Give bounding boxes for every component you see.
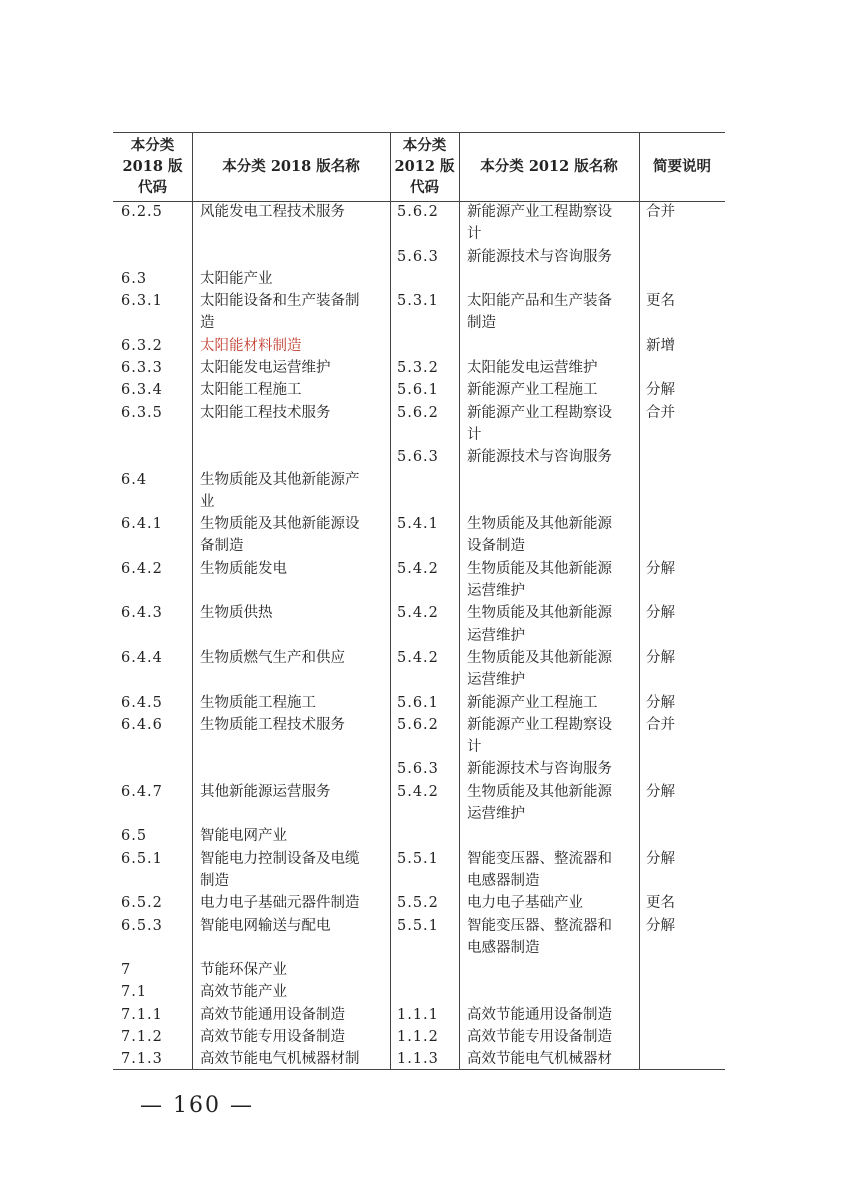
cell-text: 智能电网输送与配电	[200, 917, 331, 934]
code-2018-cell	[121, 825, 191, 847]
cell-text: 高效节能电气机械器材	[467, 1051, 612, 1068]
cell-text: 6.3.3	[121, 360, 163, 377]
cell-text: 智能电力控制设备及电缆	[200, 850, 360, 867]
cell-text: 合并	[646, 716, 675, 733]
table-row	[113, 892, 725, 914]
cell-text: 5.5.2	[397, 895, 439, 912]
name-2012-cell	[467, 513, 637, 558]
cell-text: 智能变压器、整流器和	[467, 850, 612, 867]
table-row	[113, 1048, 725, 1070]
name-2018-cell	[200, 1004, 386, 1026]
cell-text: 6.3.2	[121, 337, 163, 354]
cell-text: 计	[467, 739, 482, 756]
name-2012-cell	[467, 1048, 637, 1070]
code-2012-cell	[397, 201, 457, 223]
table-row	[113, 981, 725, 1003]
cell-text: 5.6.3	[397, 761, 439, 778]
cell-text: 生物质能及其他新能源	[467, 560, 612, 577]
cell-text: 合并	[646, 404, 675, 421]
name-2012-cell	[467, 758, 637, 780]
name-2018-cell	[200, 848, 386, 893]
cell-text: 5.4.2	[397, 560, 439, 577]
code-2018-cell	[121, 981, 191, 1003]
note-cell	[646, 647, 722, 669]
name-2012-cell	[467, 714, 637, 759]
note-cell	[646, 892, 722, 914]
cell-text: 太阳能设备和生产装备制	[200, 293, 360, 310]
cell-text: 5.4.1	[397, 516, 439, 533]
cell-text: 电感器制造	[467, 872, 540, 889]
table-row	[113, 201, 725, 246]
cell-text: 制造	[200, 872, 229, 889]
name-2012-cell	[467, 290, 637, 335]
name-2018-cell	[200, 959, 386, 981]
name-2012-cell	[467, 1026, 637, 1048]
cell-text: 分解	[646, 850, 675, 867]
cell-text: 风能发电工程技术服务	[200, 204, 345, 220]
cell-text: 电感器制造	[467, 939, 540, 956]
cell-text: 7.1	[121, 984, 148, 1001]
cell-text: 生物质能及其他新能源	[467, 649, 612, 666]
code-2018-cell	[121, 647, 191, 669]
cell-text: 电力电子基础元器件制造	[200, 895, 360, 912]
name-2018-cell	[200, 692, 386, 714]
cell-text: 新增	[646, 337, 675, 354]
cell-text: 5.6.3	[397, 449, 439, 466]
name-2012-cell	[467, 446, 637, 468]
name-2018-cell	[200, 558, 386, 580]
cell-text: 6.4.7	[121, 783, 163, 800]
note-cell	[646, 602, 722, 624]
cell-text: 5.6.1	[397, 694, 439, 711]
cell-text: 高效节能通用设备制造	[467, 1006, 612, 1023]
cell-text: 造	[200, 315, 215, 332]
name-2012-cell	[467, 357, 637, 379]
name-2018-cell	[200, 714, 386, 736]
header-code-2012	[390, 132, 459, 201]
cell-text: 运营维护	[467, 672, 525, 689]
cell-text: 新能源产业工程施工	[467, 382, 598, 399]
name-2018-cell	[200, 402, 386, 424]
name-2018-cell	[200, 201, 386, 223]
cell-text: 5.4.2	[397, 649, 439, 666]
cell-text: 7.1.2	[121, 1028, 163, 1045]
table-row	[113, 290, 725, 335]
code-2018-cell	[121, 848, 191, 870]
table-row	[113, 825, 725, 847]
cell-text: 7	[121, 962, 132, 979]
note-cell	[646, 848, 722, 870]
cell-text: 设备制造	[467, 538, 525, 555]
code-2012-cell	[397, 892, 457, 914]
cell-text: 6.3	[121, 270, 148, 287]
name-2012-cell	[467, 915, 637, 960]
cell-text: 新能源技术与咨询服务	[467, 449, 612, 466]
header-line: 2012 版	[394, 158, 455, 175]
name-2018-cell	[200, 469, 386, 514]
name-2012-cell	[467, 1004, 637, 1026]
note-cell	[646, 402, 722, 424]
cell-text: 6.4.1	[121, 516, 163, 533]
header-note	[639, 132, 725, 201]
code-2018-cell	[121, 469, 191, 491]
cell-text: 其他新能源运营服务	[200, 783, 331, 800]
cell-text: 新能源产业工程勘察设	[467, 716, 612, 733]
code-2012-cell	[397, 446, 457, 468]
code-2012-cell	[397, 647, 457, 669]
header-line: 本分类	[130, 137, 175, 154]
cell-text: 新能源产业工程勘察设	[467, 204, 612, 220]
name-2012-cell	[467, 402, 637, 447]
cell-text: 高效节能电气机械器材制	[200, 1051, 360, 1068]
cell-text: 6.3.1	[121, 293, 163, 310]
header-line: 代码	[138, 179, 167, 196]
table-row	[113, 758, 725, 780]
cell-text: 生物质能及其他新能源设	[200, 516, 360, 533]
code-2012-cell	[397, 513, 457, 535]
code-2018-cell	[121, 379, 191, 401]
cell-text: 6.4.4	[121, 649, 163, 666]
note-cell	[646, 692, 722, 714]
cell-text: 5.4.2	[397, 605, 439, 622]
header-code-2018	[113, 132, 192, 201]
cell-text: 6.4.6	[121, 716, 163, 733]
table-row	[113, 959, 725, 981]
header-line: 简要说明	[653, 158, 711, 175]
code-2018-cell	[121, 335, 191, 357]
table-row	[113, 602, 725, 647]
cell-text: 运营维护	[467, 627, 525, 644]
name-2012-cell	[467, 246, 637, 268]
cell-text: 高效节能专用设备制造	[467, 1028, 612, 1045]
cell-text: 备制造	[200, 538, 244, 555]
code-2012-cell	[397, 714, 457, 736]
cell-text: 分解	[646, 649, 675, 666]
name-2012-cell	[467, 692, 637, 714]
cell-text: 生物质能及其他新能源	[467, 516, 612, 533]
cell-text: 合并	[646, 204, 675, 220]
name-2018-cell	[200, 379, 386, 401]
cell-text: 6.4.5	[121, 694, 163, 711]
cell-text: 6.2.5	[121, 204, 163, 220]
code-2012-cell	[397, 758, 457, 780]
cell-text: 6.5.3	[121, 917, 163, 934]
name-2012-cell	[467, 647, 637, 692]
table-row	[113, 268, 725, 290]
cell-text: 高效节能专用设备制造	[200, 1028, 345, 1045]
page-number: — 160 —	[140, 1093, 254, 1118]
cell-text: 生物质能及其他新能源产	[200, 471, 360, 488]
code-2018-cell	[121, 357, 191, 379]
cell-text: 5.6.1	[397, 382, 439, 399]
table-body	[113, 201, 725, 1071]
table-row	[113, 781, 725, 826]
cell-text: 高效节能通用设备制造	[200, 1006, 345, 1023]
name-2012-cell	[467, 602, 637, 647]
code-2012-cell	[397, 781, 457, 803]
cell-text: 5.4.2	[397, 783, 439, 800]
cell-text: 新能源产业工程勘察设	[467, 404, 612, 421]
cell-text: 分解	[646, 694, 675, 711]
code-2018-cell	[121, 915, 191, 937]
cell-text: 分解	[646, 382, 675, 399]
cell-text: 6.4	[121, 471, 148, 488]
name-2018-cell	[200, 513, 386, 558]
name-2018-cell	[200, 781, 386, 803]
name-2018-cell	[200, 647, 386, 669]
table-row	[113, 558, 725, 603]
cell-text: 生物质能发电	[200, 560, 287, 577]
cell-text: 运营维护	[467, 583, 525, 600]
table-row	[113, 379, 725, 401]
cell-text: 1.1.3	[397, 1051, 439, 1068]
note-cell	[646, 558, 722, 580]
note-cell	[646, 915, 722, 937]
name-2012-cell	[467, 892, 637, 914]
code-2012-cell	[397, 290, 457, 312]
cell-text: 生物质供热	[200, 605, 273, 622]
name-2018-cell	[200, 981, 386, 1003]
code-2018-cell	[121, 1026, 191, 1048]
header-line: 本分类 2018 版名称	[222, 158, 360, 175]
header-name-2018	[192, 132, 390, 201]
name-2018-cell	[200, 1026, 386, 1048]
cell-text: 计	[467, 426, 482, 443]
cell-text: 5.5.1	[397, 917, 439, 934]
table-row	[113, 246, 725, 268]
name-2018-cell	[200, 335, 386, 357]
cell-text: 太阳能材料制造	[200, 337, 302, 354]
name-2018-cell	[200, 915, 386, 937]
table-row	[113, 335, 725, 357]
cell-text: 太阳能发电运营维护	[200, 360, 331, 377]
name-2018-cell	[200, 268, 386, 290]
note-cell	[646, 290, 722, 312]
code-2012-cell	[397, 1004, 457, 1026]
code-2018-cell	[121, 692, 191, 714]
code-2012-cell	[397, 915, 457, 937]
name-2018-cell	[200, 357, 386, 379]
cell-text: 6.5.2	[121, 895, 163, 912]
cell-text: 6.3.5	[121, 404, 163, 421]
cell-text: 5.3.1	[397, 293, 439, 310]
cell-text: 生物质能及其他新能源	[467, 783, 612, 800]
cell-text: 分解	[646, 605, 675, 622]
code-2012-cell	[397, 848, 457, 870]
cell-text: 生物质能工程施工	[200, 694, 316, 711]
code-2018-cell	[121, 402, 191, 424]
table-row	[113, 714, 725, 759]
cell-text: 分解	[646, 917, 675, 934]
note-cell	[646, 379, 722, 401]
cell-text: 太阳能产业	[200, 270, 273, 287]
cell-text: 5.6.2	[397, 204, 439, 220]
cell-text: 5.5.1	[397, 850, 439, 867]
code-2018-cell	[121, 892, 191, 914]
code-2018-cell	[121, 201, 191, 223]
code-2018-cell	[121, 959, 191, 981]
cell-text: 5.3.2	[397, 360, 439, 377]
cell-text: 1.1.2	[397, 1028, 439, 1045]
table-row	[113, 357, 725, 379]
cell-text: 智能变压器、整流器和	[467, 917, 612, 934]
cell-text: 新能源技术与咨询服务	[467, 248, 612, 265]
cell-text: 智能电网产业	[200, 828, 287, 845]
cell-text: 新能源技术与咨询服务	[467, 761, 612, 778]
table-row	[113, 1004, 725, 1026]
cell-text: 6.3.4	[121, 382, 163, 399]
cell-text: 5.6.3	[397, 248, 439, 265]
table-row	[113, 692, 725, 714]
cell-text: 6.5.1	[121, 850, 163, 867]
cell-text: 6.5	[121, 828, 148, 845]
cell-text: 计	[467, 226, 482, 243]
name-2018-cell	[200, 1048, 386, 1070]
table-row	[113, 513, 725, 558]
table-row	[113, 469, 725, 514]
code-2018-cell	[121, 513, 191, 535]
code-2018-cell	[121, 1004, 191, 1026]
code-2012-cell	[397, 402, 457, 424]
cell-text: 更名	[646, 293, 675, 310]
table-row	[113, 647, 725, 692]
cell-text: 7.1.1	[121, 1006, 163, 1023]
name-2018-cell	[200, 892, 386, 914]
cell-text: 高效节能产业	[200, 984, 287, 1001]
header-line: 本分类	[402, 137, 447, 154]
header-line: 本分类 2012 版名称	[480, 158, 618, 175]
cell-text: 运营维护	[467, 806, 525, 823]
name-2012-cell	[467, 201, 637, 246]
table-row	[113, 915, 725, 960]
code-2018-cell	[121, 781, 191, 803]
cell-text: 更名	[646, 895, 675, 912]
note-cell	[646, 714, 722, 736]
name-2012-cell	[467, 781, 637, 826]
code-2012-cell	[397, 692, 457, 714]
table-row	[113, 402, 725, 447]
note-cell	[646, 201, 722, 223]
header-name-2012	[459, 132, 639, 201]
cell-text: 新能源产业工程施工	[467, 694, 598, 711]
code-2012-cell	[397, 558, 457, 580]
cell-text: 太阳能工程技术服务	[200, 404, 331, 421]
code-2018-cell	[121, 558, 191, 580]
code-2018-cell	[121, 290, 191, 312]
cell-text: 生物质能及其他新能源	[467, 605, 612, 622]
name-2012-cell	[467, 848, 637, 893]
cell-text: 太阳能产品和生产装备	[467, 293, 612, 310]
cell-text: 分解	[646, 560, 675, 577]
code-2012-cell	[397, 1048, 457, 1070]
name-2012-cell	[467, 379, 637, 401]
header-line: 2018 版	[122, 158, 183, 175]
cell-text: 7.1.3	[121, 1051, 163, 1068]
code-2018-cell	[121, 714, 191, 736]
code-2018-cell	[121, 1048, 191, 1070]
code-2018-cell	[121, 268, 191, 290]
cell-text: 6.4.3	[121, 605, 163, 622]
cell-text: 电力电子基础产业	[467, 895, 583, 912]
note-cell	[646, 335, 722, 357]
cell-text: 生物质能工程技术服务	[200, 716, 345, 733]
cell-text: 分解	[646, 783, 675, 800]
code-2012-cell	[397, 357, 457, 379]
header-line: 代码	[410, 179, 439, 196]
note-cell	[646, 781, 722, 803]
cell-text: 5.6.2	[397, 404, 439, 421]
cell-text: 太阳能发电运营维护	[467, 360, 598, 377]
cell-text: 1.1.1	[397, 1006, 439, 1023]
cell-text: 5.6.2	[397, 716, 439, 733]
table-row	[113, 446, 725, 468]
name-2018-cell	[200, 290, 386, 335]
code-2012-cell	[397, 246, 457, 268]
name-2012-cell	[467, 558, 637, 603]
name-2018-cell	[200, 825, 386, 847]
code-2012-cell	[397, 602, 457, 624]
table-row	[113, 848, 725, 893]
code-2012-cell	[397, 379, 457, 401]
cell-text: 太阳能工程施工	[200, 382, 302, 399]
cell-text: 节能环保产业	[200, 962, 287, 979]
cell-text: 制造	[467, 315, 496, 332]
cell-text: 生物质燃气生产和供应	[200, 649, 345, 666]
cell-text: 业	[200, 493, 215, 510]
name-2018-cell	[200, 602, 386, 624]
cell-text: 6.4.2	[121, 560, 163, 577]
code-2018-cell	[121, 602, 191, 624]
code-2012-cell	[397, 1026, 457, 1048]
table-row	[113, 1026, 725, 1048]
